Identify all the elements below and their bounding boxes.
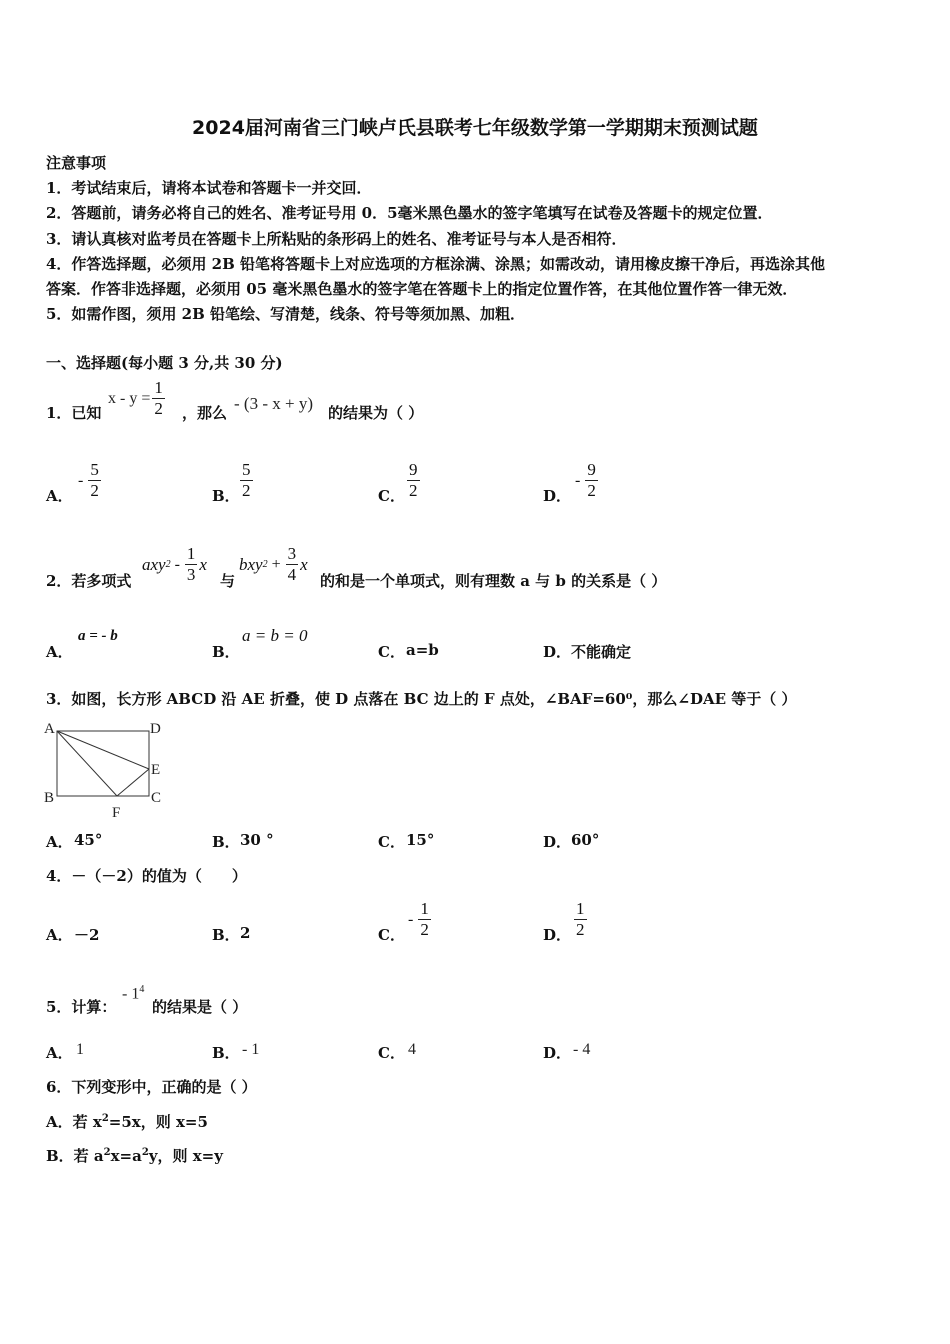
segment-af — [57, 731, 117, 796]
notice-line: 3．请认真核对监考员在答题卡上所粘贴的条形码上的姓名、准考证号与本人是否相符． — [46, 230, 627, 248]
q6-option-a: A．若 $x^2=5x$，则 x=5 — [46, 1113, 208, 1131]
q2-option-b-value: a = b = 0 — [242, 626, 308, 645]
q5-option-b-value: - 1 — [242, 1041, 260, 1058]
q2-option-d-label: D． — [543, 643, 572, 661]
q4-option-a-label: A． — [46, 926, 73, 944]
q2-polynomial-1: axy 2 - $\frac{1}{3}$ x — [142, 544, 207, 584]
label-f: F — [112, 805, 121, 821]
q1-condition: x - y = $\frac{1}{2}$ — [108, 378, 163, 418]
q2-option-c-value: a=b — [406, 641, 439, 659]
q3-option-c-label: C． — [378, 833, 405, 851]
section-heading: 一、选择题(每小题 3 分,共 30 分) — [46, 354, 283, 372]
q5-option-c-label: C． — [378, 1044, 405, 1062]
q2-prefix: 2．若多项式 — [46, 572, 132, 590]
q5-suffix: 的结果是（ ） — [152, 998, 248, 1016]
notice-line: 5．如需作图，须用 2B 铅笔绘、写清楚，线条、符号等须加黑、加粗． — [46, 305, 525, 323]
q2-and: 与 — [220, 572, 236, 590]
q1-prefix: 1．已知 — [46, 404, 102, 422]
q3-option-d-label: D． — [543, 833, 572, 851]
q5-option-d-value: - 4 — [573, 1041, 591, 1058]
q1-suffix: 的结果为（ ） — [328, 404, 424, 422]
q2-option-a-label: A． — [46, 643, 73, 661]
q3-option-b-value: 30 ° — [240, 831, 274, 849]
q4-question: 4．－（－2）的值为（ ） — [46, 867, 247, 885]
q1-option-d-label: D． — [543, 487, 572, 505]
q4-option-c-value: - $\frac{1}{2}$ — [408, 899, 429, 939]
notice-line: 4．作答选择题，必须用 2B 铅笔将答题卡上对应选项的方框涂满、涂黑；如需改动，请用橡皮擦干净后，再选涂其他 — [46, 255, 826, 273]
q4-option-d-value: $\frac{1}{2}$ — [576, 899, 585, 939]
q5-prefix: 5．计算： — [46, 998, 117, 1016]
q2-option-d-value: 不能确定 — [571, 643, 632, 661]
q1-option-a-value: - $\frac{5}{2}$ — [78, 460, 99, 500]
q3-question: 3．如图，长方形 ABCD 沿 AE 折叠，使 D 点落在 BC 边上的 F 点处，∠BAF=60⁰，那么∠DAE 等于（ ） — [46, 690, 797, 708]
q2-suffix: 的和是一个单项式，则有理数 a 与 b 的关系是（ ） — [320, 572, 667, 590]
q4-option-d-label: D． — [543, 926, 572, 944]
label-a: A — [44, 721, 55, 737]
q5-option-c-value: 4 — [408, 1041, 416, 1058]
q5-option-b-label: B． — [212, 1044, 240, 1062]
q4-option-c-label: C． — [378, 926, 405, 944]
q2-option-b-label: B． — [212, 643, 240, 661]
q1-expression: - (3 - x + y) — [234, 394, 313, 413]
notice-heading: 注意事项 — [46, 154, 107, 172]
q5-option-d-label: D． — [543, 1044, 572, 1062]
label-c: C — [151, 790, 162, 806]
q6-question: 6．下列变形中，正确的是（ ） — [46, 1078, 257, 1096]
q3-option-d-value: 60° — [571, 831, 600, 849]
q1-option-a-label: A． — [46, 487, 73, 505]
q6-option-b: B．若 $a^2x=a^2y$，则 x=y — [46, 1147, 223, 1165]
notice-line: 1．考试结束后，请将本试卷和答题卡一并交回． — [46, 179, 372, 197]
label-b: B — [44, 790, 55, 806]
notice-line: 2．答题前，请务必将自己的姓名、准考证号用 0．5毫米黑色墨水的签字笔填写在试卷及答题卡的规定位置． — [46, 204, 773, 222]
q1-option-c-value: $\frac{9}{2}$ — [409, 460, 418, 500]
label-e: E — [151, 762, 161, 778]
q1-option-b-value: $\frac{5}{2}$ — [242, 460, 251, 500]
q2-option-a-value: a = - b — [78, 628, 118, 644]
q5-option-a-value: 1 — [76, 1041, 84, 1058]
segment-ae — [57, 731, 149, 769]
q4-option-a-value: －2 — [74, 926, 100, 944]
q4-option-b-value: 2 — [240, 924, 251, 942]
q1-option-c-label: C． — [378, 487, 405, 505]
segment-fe — [117, 769, 149, 796]
q3-option-b-label: B． — [212, 833, 240, 851]
notice-line: 答案．作答非选择题，必须用 05 毫米黑色墨水的签字笔在答题卡上的指定位置作答，在其他位置作答一律无效． — [46, 280, 798, 298]
q2-polynomial-2: bxy 2 + $\frac{3}{4}$ x — [239, 544, 308, 584]
q3-option-a-value: 45° — [74, 831, 103, 849]
q1-option-b-label: B． — [212, 487, 240, 505]
q1-mid: ，那么 — [182, 404, 228, 422]
q2-option-c-label: C． — [378, 643, 405, 661]
q4-option-b-label: B． — [212, 926, 240, 944]
q5-option-a-label: A． — [46, 1044, 73, 1062]
label-d: D — [150, 721, 161, 737]
q3-option-c-value: 15° — [406, 831, 435, 849]
q3-option-a-label: A． — [46, 833, 73, 851]
q5-expression: - $1^4$ — [122, 984, 145, 1003]
page-title: 2024届河南省三门峡卢氏县联考七年级数学第一学期期末预测试题 — [192, 117, 758, 139]
q1-option-d-value: - $\frac{9}{2}$ — [575, 460, 596, 500]
q3-figure — [40, 714, 170, 824]
